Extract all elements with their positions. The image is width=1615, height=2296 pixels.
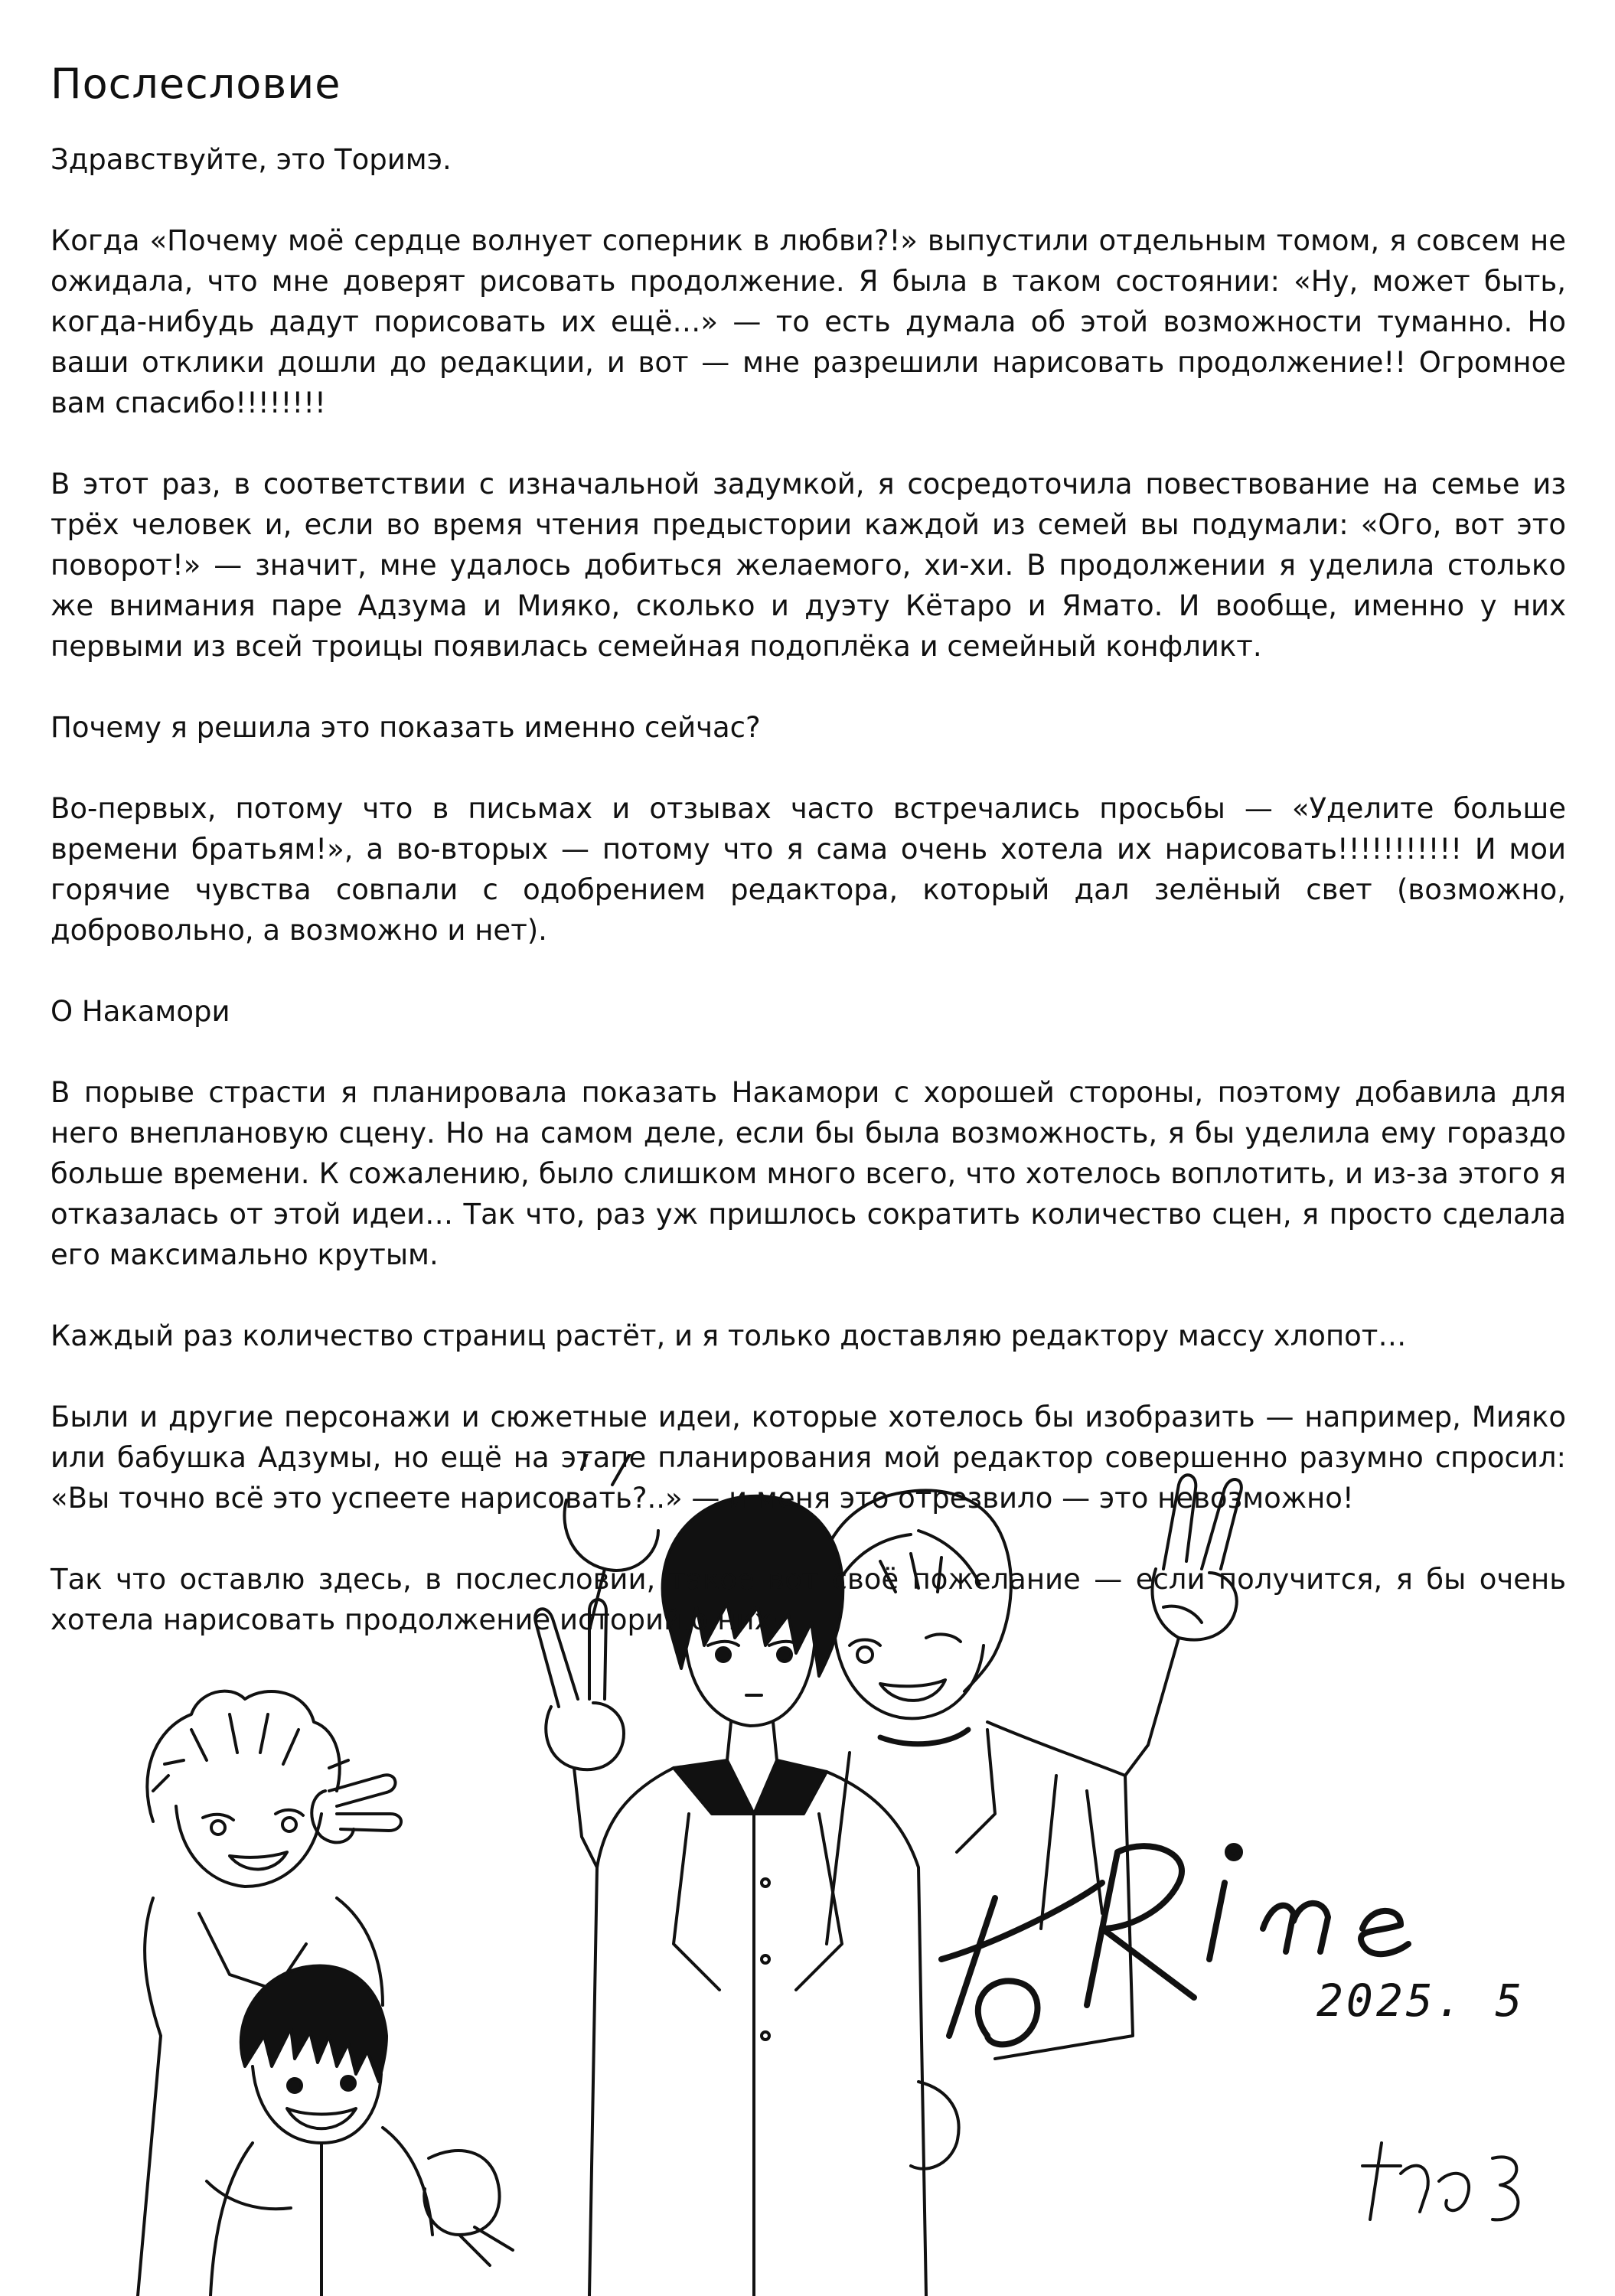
paragraph: Когда «Почему моё сердце волнует соперник в любви?!» выпустили отдельным томом, я совсем не ожидала, что мне доверят рисовать продолжение. Я была в таком состоянии: «Ну, может быть, когда-нибудь дадут порисовать их ещё…» — то есть думала об этой возможности туманно. Но ваши отклики дошли до редакции, и вот — мне разрешили нарисовать продолжение!! Огромное вам спасибо!!!!!!!!	[51, 224, 1566, 419]
section-heading: О Накамори	[51, 995, 230, 1028]
paragraph: В порыве страсти я планировала показать Накамори с хорошей стороны, поэтому добавила для него внеплановую сцену. Но на самом деле, если бы была возможность, я бы уделила ему гораздо больше времени. К сожалению, было слишком много всего, что хотелось воплотить, и из-за этого я отказалась от этой идеи… Так что, раз уж пришлось сократить количество сцен, я просто сделала его максимально крутым.	[51, 1076, 1566, 1271]
paragraph: Так что оставлю здесь, в послесловии, такое вот своё пожелание — если получится, я бы очень хотела нарисовать продолжение историй о них!	[51, 1563, 1566, 1636]
afterword-body	[51, 139, 1566, 1640]
paragraph: В этот раз, в соответствии с изначальной задумкой, я сосредоточила повествование на семье из трёх человек и, если во время чтения предыстории каждой из семей вы подумали: «Ого, вот это поворот!» — значит, мне удалось добиться желаемого, хи-хи. В продолжении я уделила столько же внимания паре Адзума и Мияко, сколько и дуэту Кётаро и Ямато. И вообще, именно у них первыми из всей троицы появилась семейная подоплёка и семейный конфликт.	[51, 468, 1566, 663]
paragraph: Были и другие персонажи и сюжетные идеи, которые хотелось бы изобразить — например, Мияко или бабушка Адзумы, но ещё на этапе планирования мой редактор совершенно разумно спросил: «Вы точно всё это успеете нарисовать?..» — и меня это отрезвило — это невозможно!	[51, 1401, 1566, 1515]
paragraph: Почему я решила это показать именно сейчас?	[51, 711, 761, 744]
signature-date: 2025. 5	[1316, 1975, 1525, 2027]
character-small	[207, 1965, 513, 2296]
paragraph: Здравствуйте, это Торимэ.	[51, 143, 452, 176]
paragraph: Каждый раз количество страниц растёт, и я только доставляю редактору массу хлопот…	[51, 1319, 1407, 1352]
page-title: Послесловие	[51, 60, 341, 108]
paragraph: Во-первых, потому что в письмах и отзывах часто встречались просьбы — «Уделите больше времени братьям!», а во-вторых — потому что я сама очень хотела их нарисовать!!!!!!!!!!! И мои горячие чувства совпали с одобрением редактора, который дал зелёный свет (возможно, добровольно, а возможно и нет).	[51, 792, 1566, 947]
handwritten-signature	[1362, 2143, 1518, 2219]
